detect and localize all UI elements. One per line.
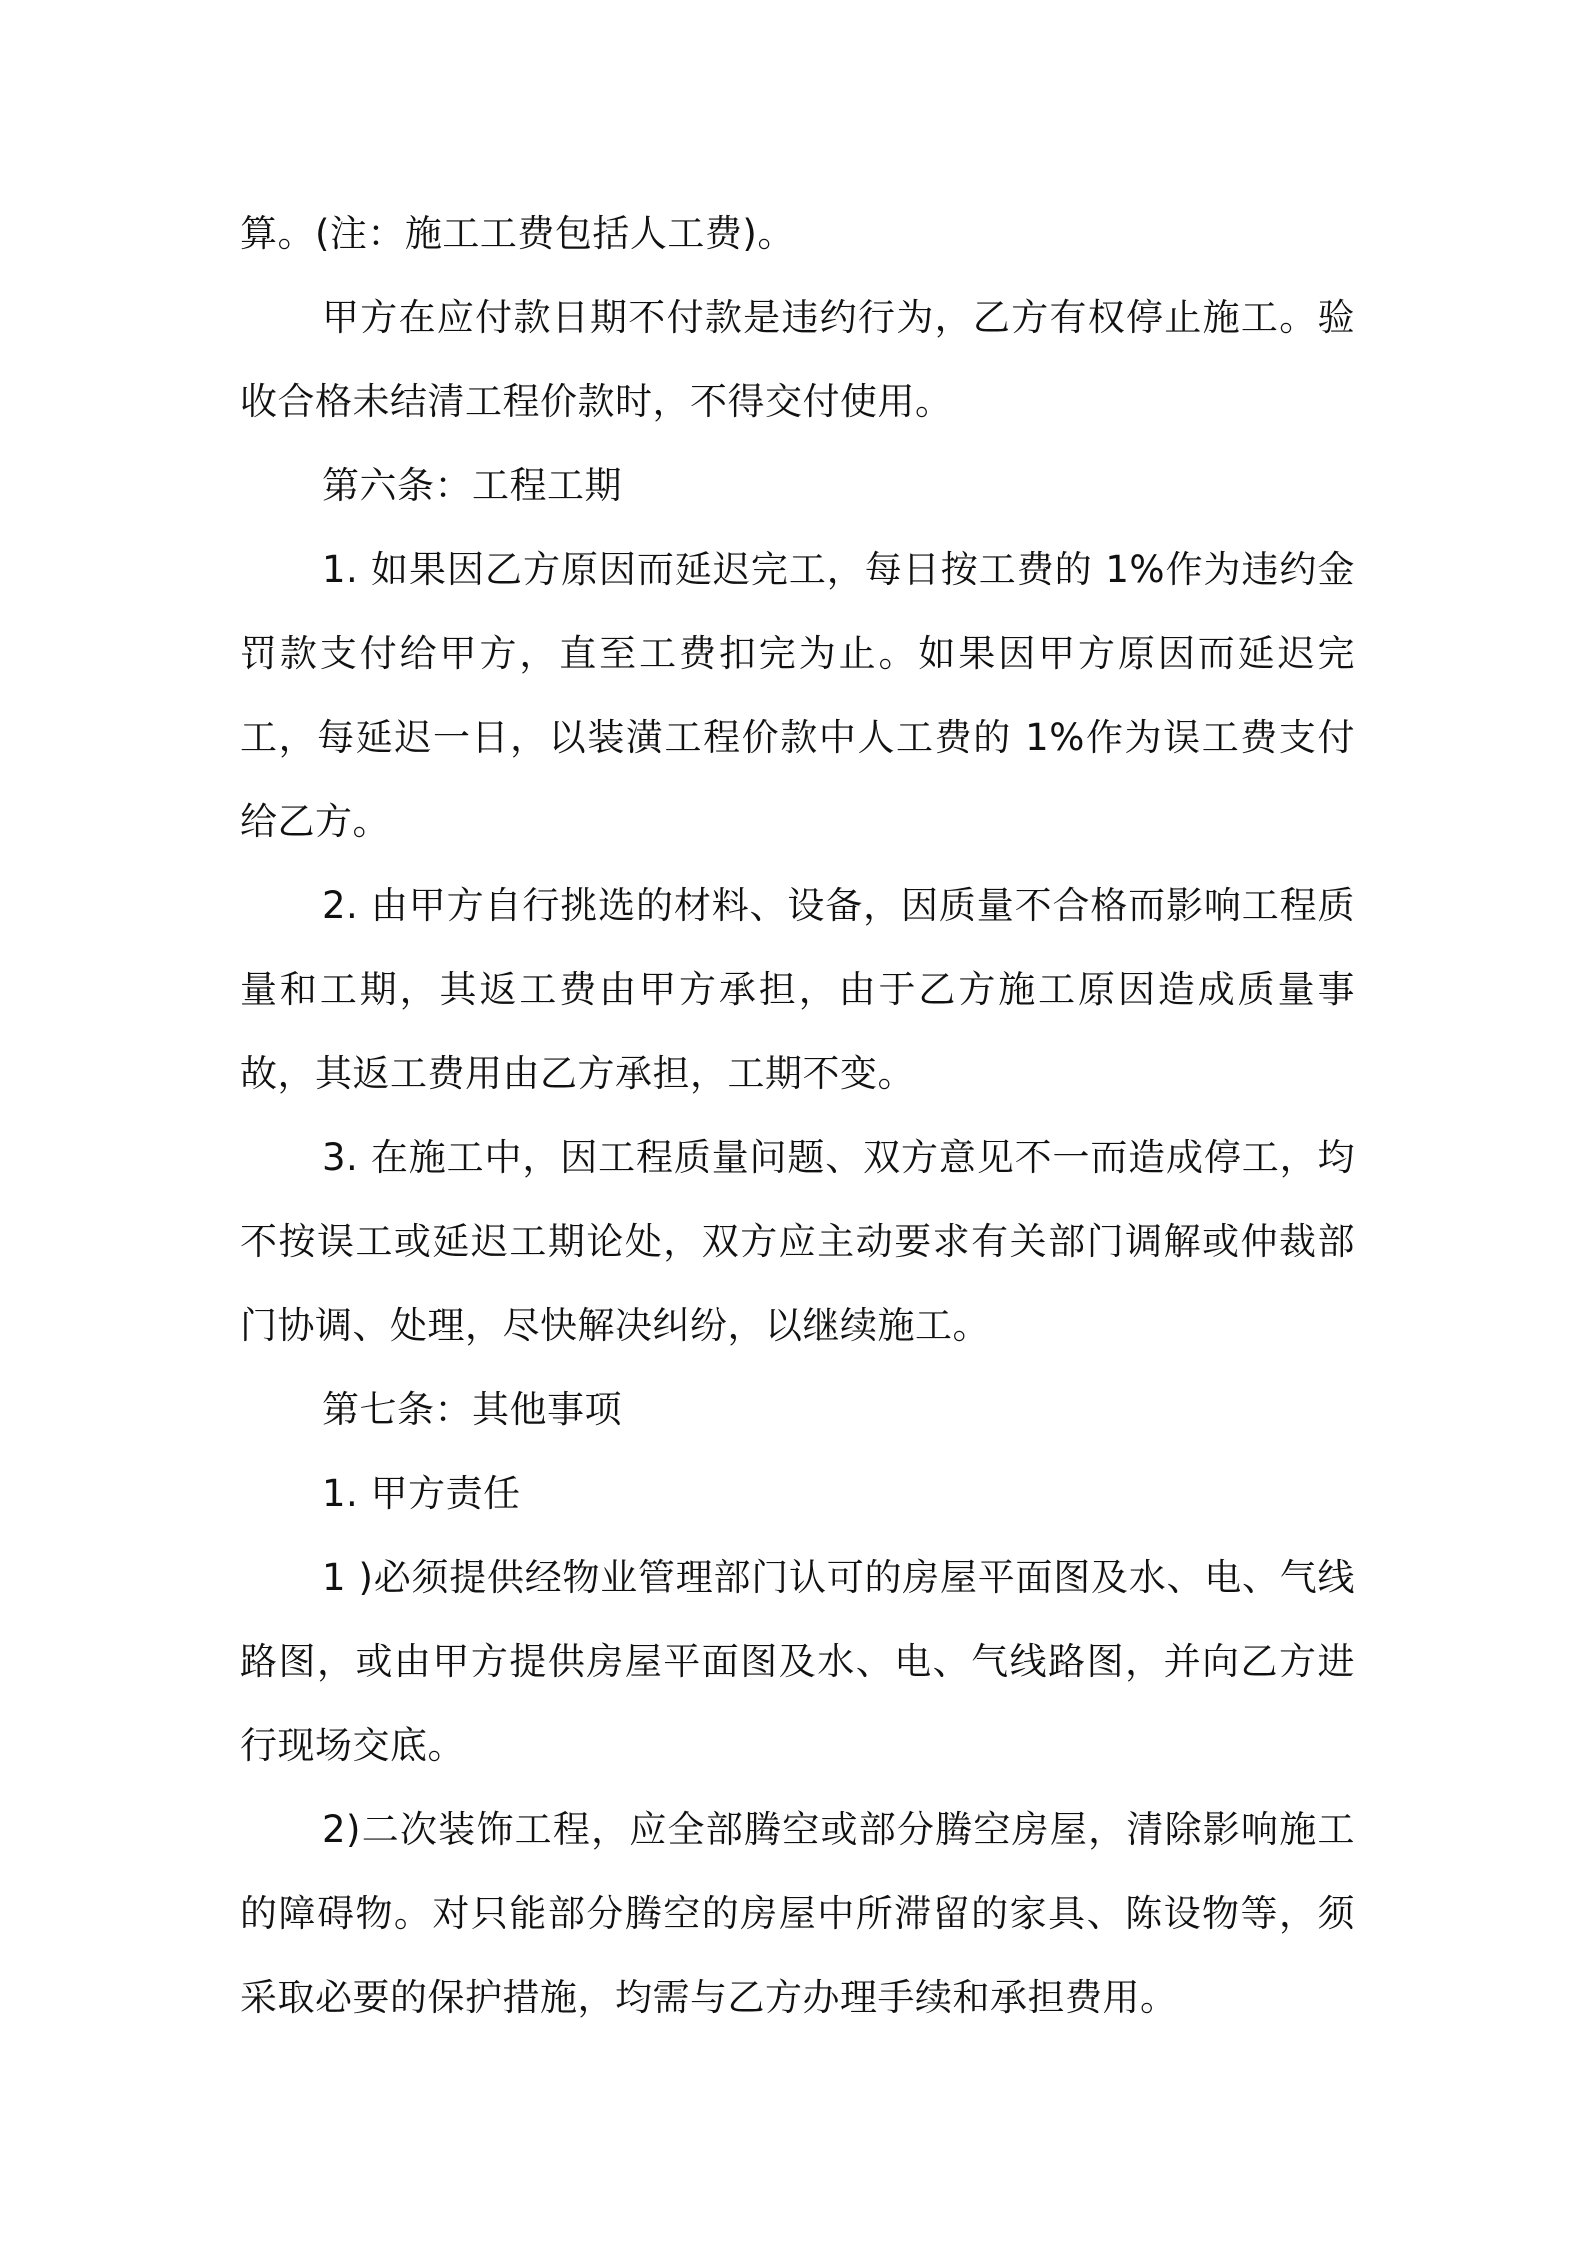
paragraph-party-a-duty-2: 2)二次装饰工程，应全部腾空或部分腾空房屋，清除影响施工的障碍物。对只能部分腾空的房屋中所滞留的家具、陈设物等，须采取必要的保护措施，均需与乙方办理手续和承担费用。 <box>240 1808 1355 2019</box>
paragraph-article-6-item-2: 2. 由甲方自行挑选的材料、设备，因质量不合格而影响工程质量和工期，其返工费由甲方承担，由于乙方施工原因造成质量事故，其返工费用由乙方承担，工期不变。 <box>240 884 1355 1095</box>
paragraph-party-a-duty-1: 1 )必须提供经物业管理部门认可的房屋平面图及水、电、气线路图，或由甲方提供房屋平面图及水、电、气线路图，并向乙方进行现场交底。 <box>240 1556 1355 1767</box>
section-heading-article-7: 第七条：其他事项 <box>322 1388 622 1431</box>
section-heading-article-6: 第六条：工程工期 <box>322 464 622 507</box>
paragraph-article-6-item-1: 1. 如果因乙方原因而延迟完工，每日按工费的 1%作为违约金罚款支付给甲方，直至工费扣完为止。如果因甲方原因而延迟完工，每延迟一日，以装潢工程价款中人工费的 1%作为误工费支付给乙方。 <box>240 548 1355 843</box>
paragraph-article-6-item-3: 3. 在施工中，因工程质量问题、双方意见不一而造成停工，均不按误工或延迟工期论处，双方应主动要求有关部门调解或仲裁部门协调、处理，尽快解决纠纷，以继续施工。 <box>240 1136 1355 1347</box>
subheading-party-a-duties: 1. 甲方责任 <box>322 1472 521 1515</box>
paragraph-continuation: 算。(注：施工工费包括人工费)。 <box>240 212 795 255</box>
document-body <box>240 192 1355 2040</box>
paragraph-payment-default: 甲方在应付款日期不付款是违约行为，乙方有权停止施工。验收合格未结清工程价款时，不得交付使用。 <box>240 296 1355 423</box>
